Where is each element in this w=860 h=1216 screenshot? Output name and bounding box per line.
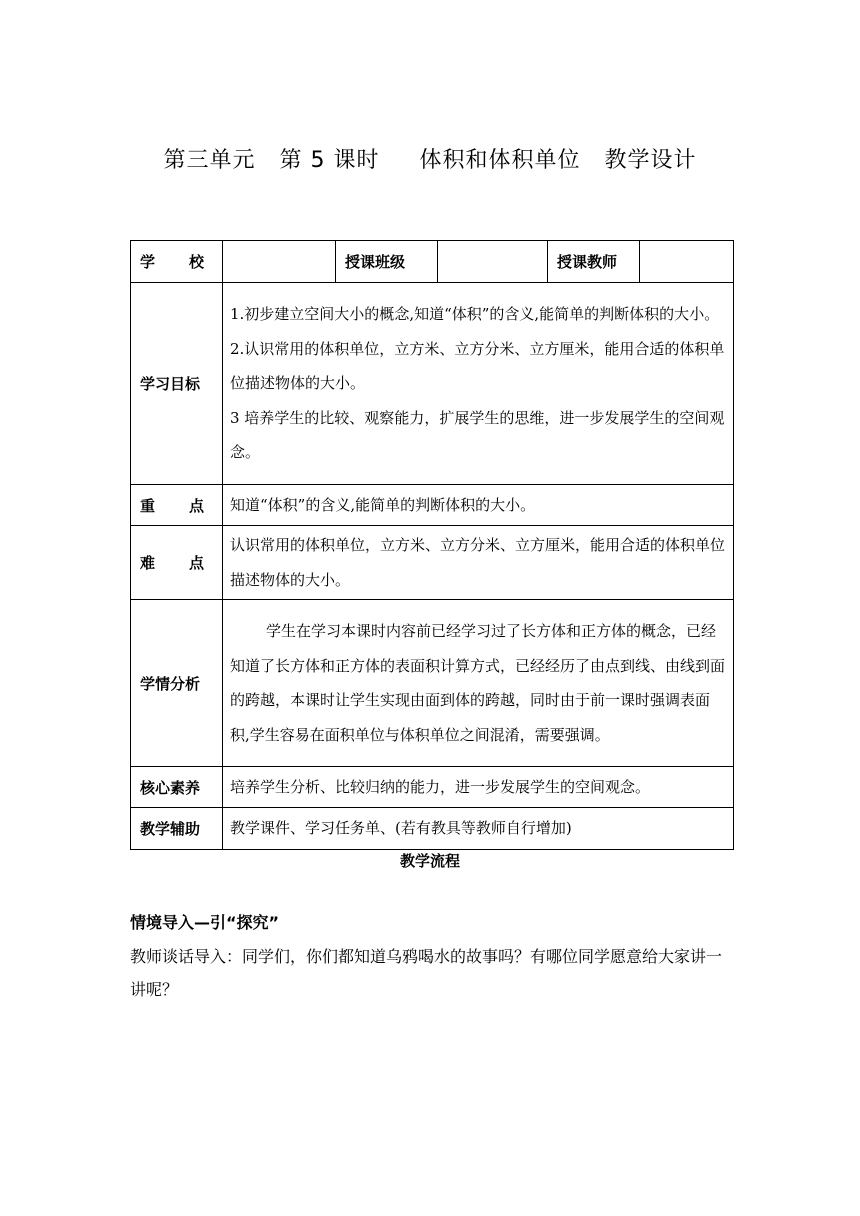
key-point-label-char-1: 重	[140, 496, 156, 515]
school-label-char-2: 校	[188, 253, 204, 271]
difficulty-content: 认识常用的体积单位，立方米、立方分米、立方厘米，能用合适的体积单位描述物体的大小。	[223, 526, 734, 600]
literacy-row	[131, 767, 734, 808]
objectives-content	[223, 283, 734, 485]
key-point-label-char-2: 点	[188, 496, 204, 515]
key-point-content: 知道“体积”的含义,能简单的判断体积的大小。	[223, 485, 734, 526]
objective-item: 3 培养学生的比较、观察能力，扩展学生的思维，进一步发展学生的空间观念。	[230, 408, 725, 462]
aids-row	[131, 808, 734, 850]
difficulty-row	[131, 526, 734, 600]
header-row	[131, 241, 734, 283]
school-label-char-1: 学	[140, 253, 156, 271]
literacy-content: 培养学生分析、比较归纳的能力，进一步发展学生的空间观念。	[223, 767, 734, 808]
aids-label: 教学辅助	[131, 808, 223, 850]
teaching-flow-title: 教学流程	[399, 852, 460, 870]
key-point-label	[131, 485, 223, 526]
aids-content: 教学课件、学习任务单、(若有教具等教师自行增加)	[223, 808, 734, 850]
literacy-label: 核心素养	[131, 767, 223, 808]
intro-text: 教师谈话导入：同学们，你们都知道乌鸦喝水的故事吗？有哪位同学愿意给大家讲一讲呢？	[130, 947, 723, 999]
analysis-content	[223, 600, 734, 767]
difficulty-label	[131, 526, 223, 600]
difficulty-label-char-2: 点	[188, 554, 204, 572]
analysis-text: 学生在学习本课时内容前已经学习过了长方体和正方体的概念，已经知道了长方体和正方体的表面积计算方式，已经经历了由点到线、由线到面的跨越，本课时让学生实现由面到体的跨越，同时由于前一课时强调表面积,学生容易在面积单位与体积单位之间混淆，需要强调。	[230, 622, 726, 744]
school-label	[131, 241, 223, 283]
class-label: 授课班级	[336, 241, 438, 283]
objectives-label: 学习目标	[131, 283, 223, 485]
objective-item: 1.初步建立空间大小的概念,知道“体积”的含义,能简单的判断体积的大小。	[230, 305, 720, 324]
intro-heading: 情境导入—引“探究”	[130, 913, 280, 932]
difficulty-label-char-1: 难	[140, 554, 156, 572]
intro-paragraph	[130, 940, 730, 1006]
objectives-row	[131, 283, 734, 485]
teacher-label: 授课教师	[548, 241, 640, 283]
document-title: 第三单元 第 5 课时 体积和体积单位 教学设计	[163, 148, 697, 173]
analysis-label: 学情分析	[131, 600, 223, 767]
class-value	[438, 241, 548, 283]
objective-item: 2.认识常用的体积单位，立方米、立方分米、立方厘米，能用合适的体积单位描述物体的大小。	[230, 339, 725, 393]
key-point-row	[131, 485, 734, 526]
analysis-row	[131, 600, 734, 767]
lesson-plan-table	[130, 240, 734, 850]
school-value	[223, 241, 336, 283]
teacher-value	[640, 241, 734, 283]
